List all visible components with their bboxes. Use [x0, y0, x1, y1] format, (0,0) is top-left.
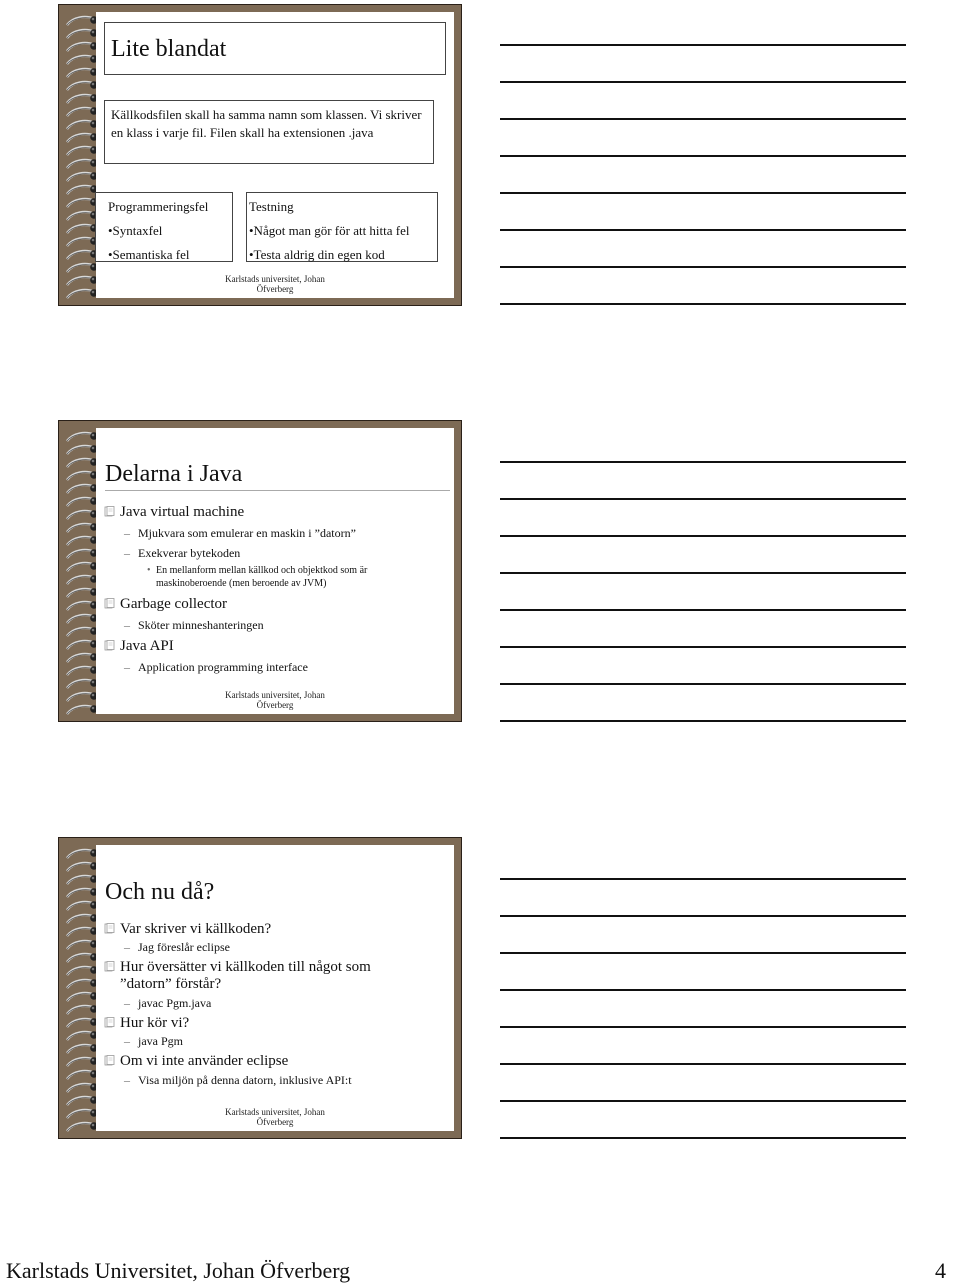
list-item: Hur översätter vi källkoden till något som [120, 959, 371, 976]
note-line [500, 535, 906, 537]
slide-title-box [104, 22, 446, 75]
list-subitem: – Visa miljön på denna datorn, inklusive API:t [138, 1073, 352, 1087]
book-bullet-icon [104, 1017, 115, 1028]
note-line [500, 461, 906, 463]
slide-title: Delarna i Java [105, 461, 243, 487]
spiral-binding [61, 429, 101, 713]
note-line [500, 609, 906, 611]
note-line [500, 1100, 906, 1102]
list-item: Om vi inte använder eclipse [120, 1053, 288, 1070]
spiral-binding [61, 846, 101, 1130]
testing-item: •Något man gör för att hitta fel [249, 223, 410, 238]
list-subitem: – Sköter minneshanteringen [138, 618, 264, 632]
note-line [500, 915, 906, 917]
note-line [500, 229, 906, 231]
list-subitem: – Application programming interface [138, 660, 308, 674]
note-line [500, 81, 906, 83]
list-item: Var skriver vi källkoden? [120, 921, 271, 938]
note-line [500, 878, 906, 880]
note-line [500, 303, 906, 305]
errors-item: •Semantiska fel [108, 247, 190, 262]
note-line [500, 720, 906, 722]
list-subitem: – Exekverar bytekoden [138, 546, 240, 560]
note-line [500, 1063, 906, 1065]
slide-title: Lite blandat [111, 36, 227, 62]
slide-title: Och nu då? [105, 879, 215, 905]
slide-1 [58, 4, 462, 306]
info-box-text: Källkodsfilen skall ha samma namn som klassen. Vi skriver en klass i varje fil. Filen skall ha extensionen .java [111, 107, 422, 140]
note-line [500, 1026, 906, 1028]
list-item: Java API [120, 638, 174, 655]
note-line [500, 1137, 906, 1139]
slide-footer: Karlstads universitet, Johan Öfverberg [225, 690, 325, 710]
slide-paper [96, 845, 454, 1131]
errors-heading: Programmeringsfel [108, 199, 209, 214]
slide-3 [58, 837, 462, 1139]
note-line [500, 498, 906, 500]
page-number: 4 [935, 1258, 946, 1283]
slide-footer: Karlstads universitet, Johan Öfverberg [225, 274, 325, 294]
title-underline [105, 490, 450, 491]
book-bullet-icon [104, 640, 115, 651]
slide-paper [96, 428, 454, 714]
list-subitem: – Jag föreslår eclipse [138, 940, 230, 954]
note-line [500, 155, 906, 157]
testing-box [246, 192, 438, 262]
slide-footer: Karlstads universitet, Johan Öfverberg [225, 1107, 325, 1127]
book-bullet-icon [104, 598, 115, 609]
list-item-continuation: ”datorn” förstår? [120, 976, 222, 992]
list-item: Java virtual machine [120, 504, 244, 521]
list-subitem: – javac Pgm.java [138, 996, 211, 1010]
note-line [500, 646, 906, 648]
book-bullet-icon [104, 1055, 115, 1066]
book-bullet-icon [104, 506, 115, 517]
note-line [500, 989, 906, 991]
note-line [500, 44, 906, 46]
info-box [104, 100, 434, 164]
note-line [500, 192, 906, 194]
spiral-ring-icon [65, 702, 99, 718]
slide-2 [58, 420, 462, 722]
list-subitem: – Mjukvara som emulerar en maskin i ”datorn” [138, 526, 356, 540]
note-line [500, 683, 906, 685]
testing-heading: Testning [249, 199, 294, 214]
note-line [500, 118, 906, 120]
list-subitem: – java Pgm [138, 1034, 183, 1048]
page-footer-text: Karlstads Universitet, Johan Öfverberg [6, 1258, 351, 1283]
note-line [500, 572, 906, 574]
note-line [500, 952, 906, 954]
book-bullet-icon [104, 923, 115, 934]
spiral-ring-icon [65, 286, 99, 302]
note-line [500, 266, 906, 268]
testing-item: •Testa aldrig din egen kod [249, 247, 385, 262]
list-item: Garbage collector [120, 596, 227, 613]
spiral-ring-icon [65, 1119, 99, 1135]
errors-item: •Syntaxfel [108, 223, 163, 238]
list-item: Hur kör vi? [120, 1015, 189, 1032]
slide-paper [96, 12, 454, 298]
book-bullet-icon [104, 961, 115, 972]
list-subsubitem: • En mellanform mellan källkod och objektkod som är maskinoberoende (men beroende av JVM) [156, 564, 414, 590]
errors-box [95, 192, 233, 262]
